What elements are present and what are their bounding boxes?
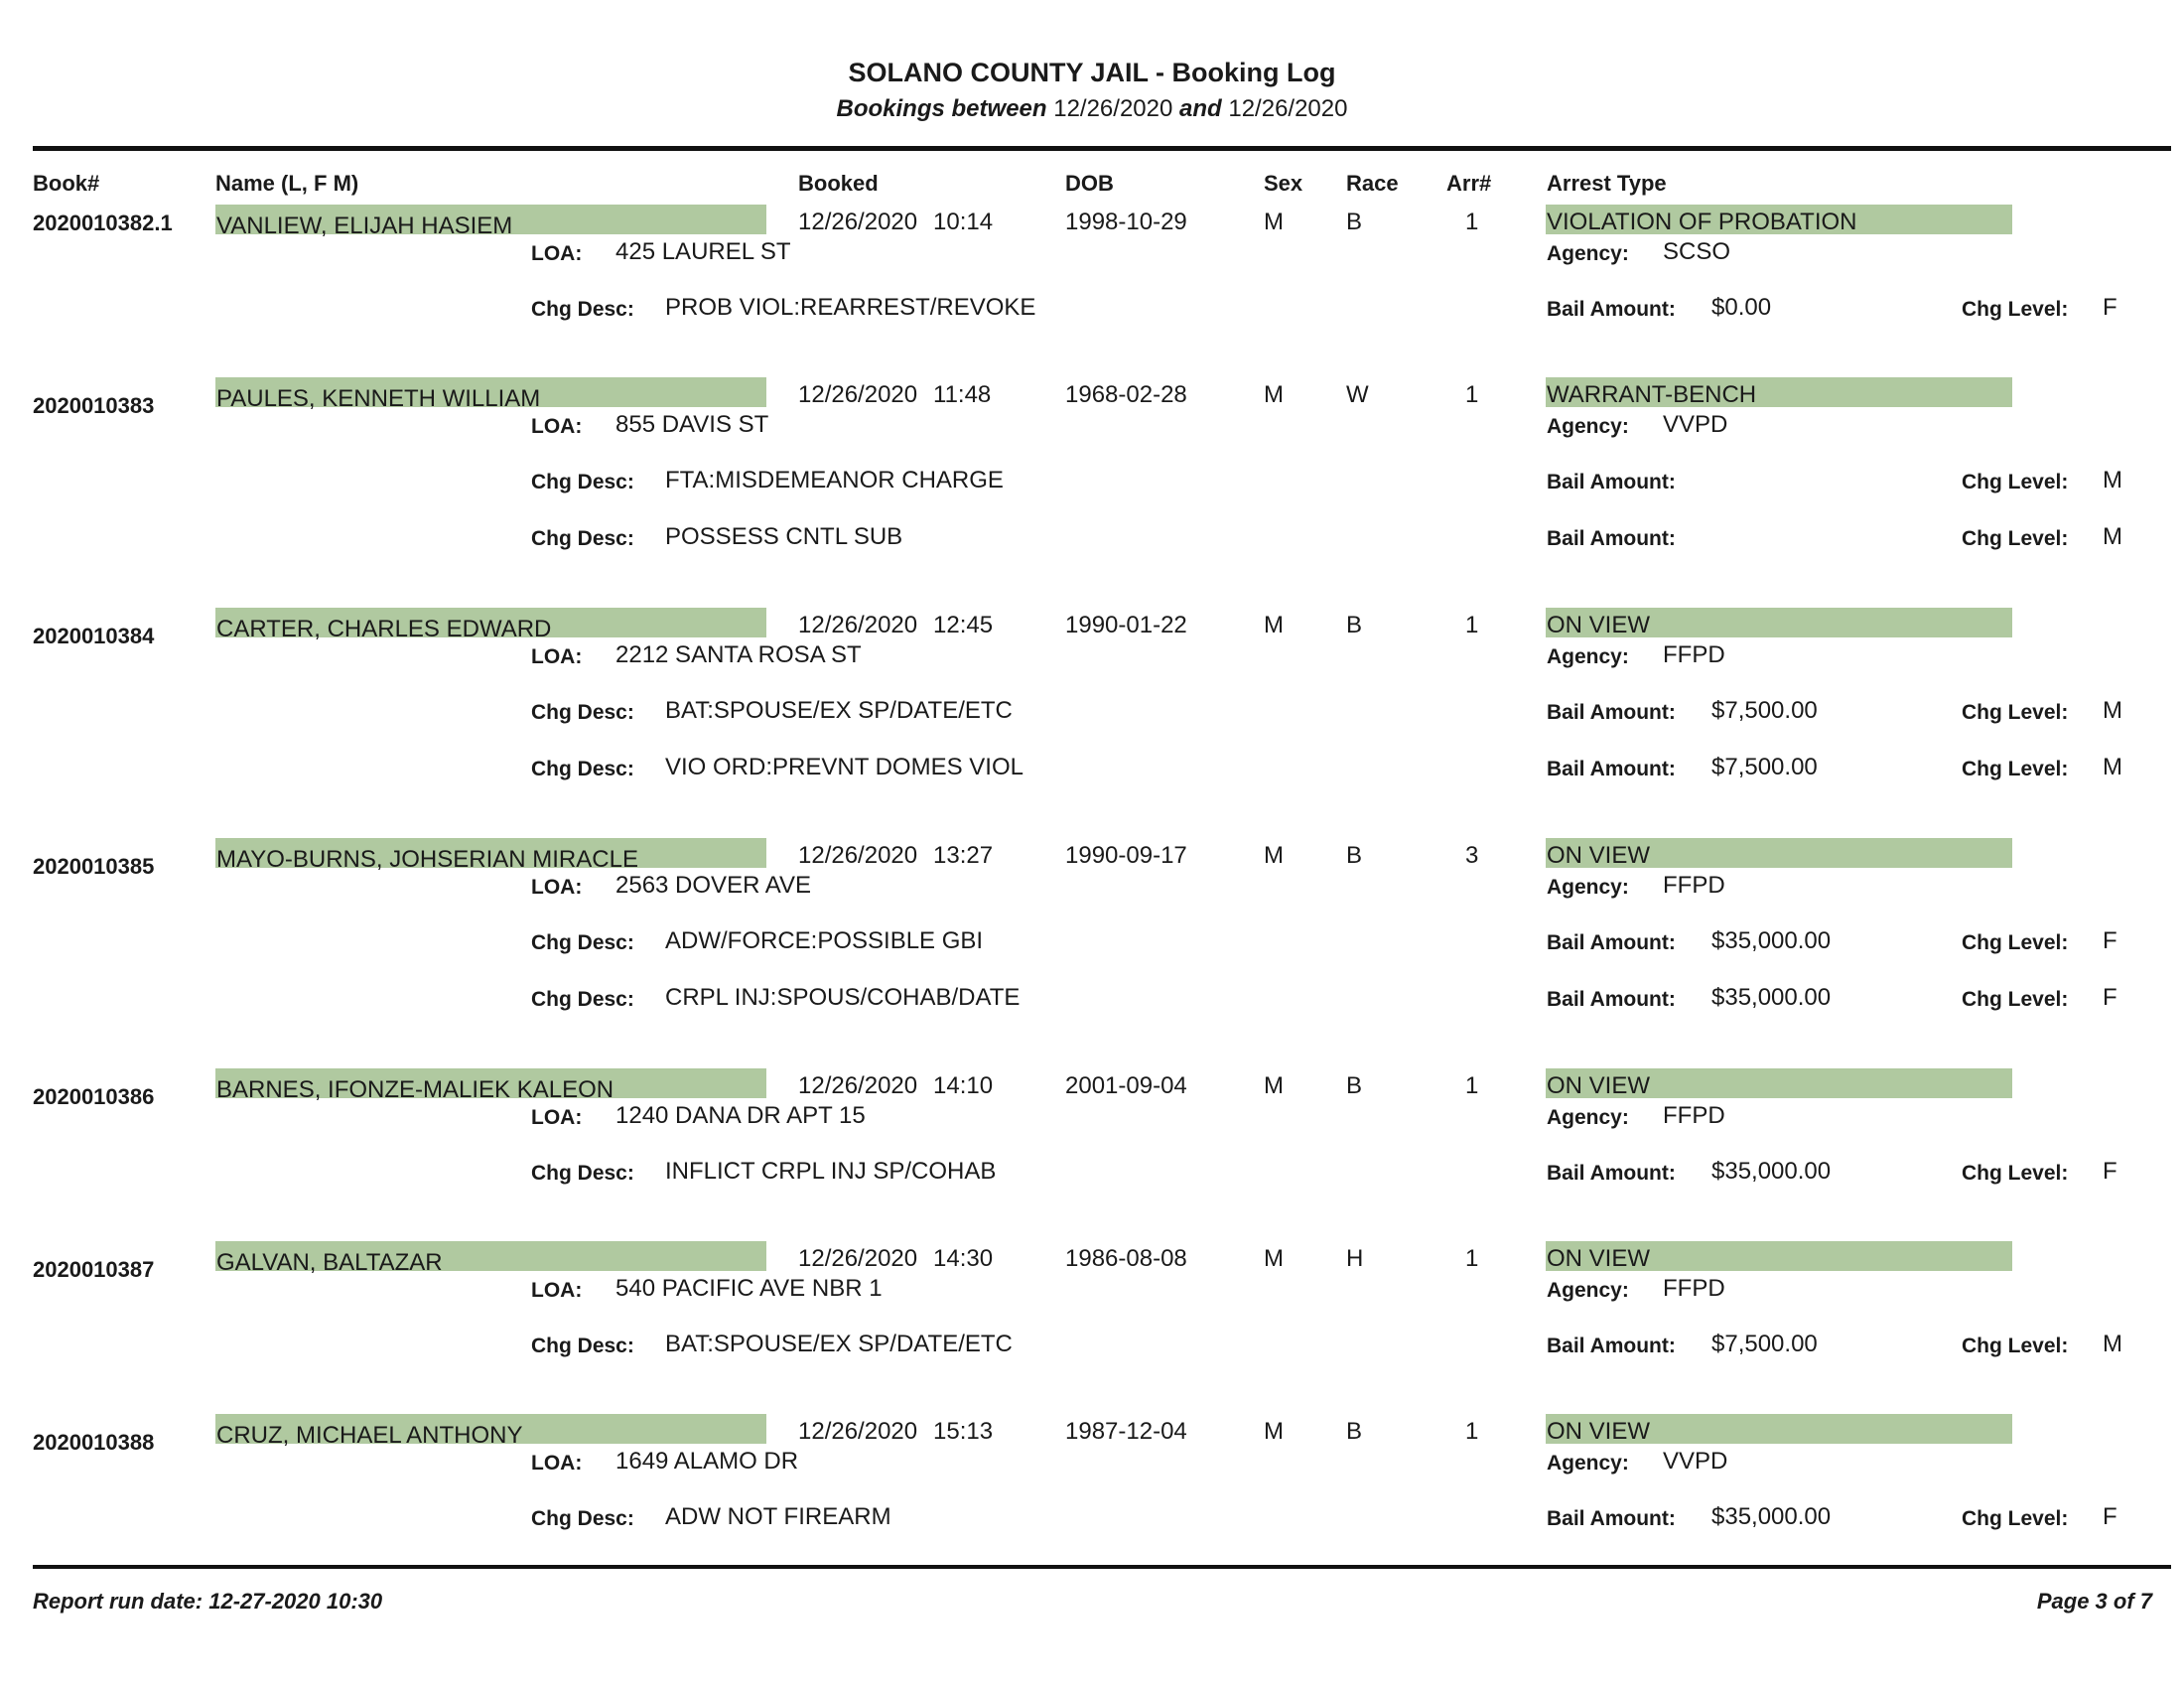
race-value: B [1346,612,1363,638]
charge-desc-label: Chg Desc: [531,471,634,493]
charge-description: FTA:MISDEMEANOR CHARGE [665,467,1004,493]
book-number: 2020010388 [33,1430,155,1455]
sex-value: M [1264,842,1284,869]
bail-amount-label: Bail Amount: [1547,298,1676,321]
loa-value: 1240 DANA DR APT 15 [615,1102,866,1129]
bail-amount-label: Bail Amount: [1547,931,1676,954]
sex-value: M [1264,1072,1284,1099]
header-arrest-type: Arrest Type [1547,171,1667,196]
agency-label: Agency: [1547,415,1629,438]
loa-value: 425 LAUREL ST [615,238,791,265]
sex-value: M [1264,209,1284,235]
booking-record [0,1241,2184,1410]
agency-label: Agency: [1547,242,1629,265]
charge-desc-label: Chg Desc: [531,701,634,724]
charge-description: PROB VIOL:REARREST/REVOKE [665,294,1036,321]
inmate-name: MAYO-BURNS, JOHSERIAN MIRACLE [216,846,638,873]
bail-amount-label: Bail Amount: [1547,471,1676,493]
date-of-birth: 2001-09-04 [1065,1072,1187,1099]
booked-date: 12/26/2020 [798,209,918,235]
booking-record [0,205,2184,373]
agency-value: FFPD [1663,872,1725,899]
arrest-type: ON VIEW [1547,1418,1651,1445]
inmate-name: CARTER, CHARLES EDWARD [216,616,552,642]
loa-label: LOA: [531,876,583,899]
arrest-count: 1 [1465,1245,1479,1272]
date-of-birth: 1986-08-08 [1065,1245,1187,1272]
charge-level-label: Chg Level: [1962,931,2069,954]
charge-desc-label: Chg Desc: [531,758,634,780]
bail-amount: $35,000.00 [1711,984,1832,1011]
loa-label: LOA: [531,1106,583,1129]
date-from: 12/26/2020 [1053,95,1173,122]
charge-desc-label: Chg Desc: [531,1162,634,1185]
bail-amount: $7,500.00 [1711,754,1818,780]
charge-level: F [2103,927,2117,954]
charge-level: F [2103,294,2117,321]
header-booked: Booked [798,171,879,196]
arrest-count: 1 [1465,209,1479,235]
charge-description: BAT:SPOUSE/EX SP/DATE/ETC [665,1331,1013,1357]
charge-desc-label: Chg Desc: [531,1335,634,1357]
loa-label: LOA: [531,415,583,438]
booked-date: 12/26/2020 [798,381,918,408]
agency-label: Agency: [1547,1106,1629,1129]
charge-level: F [2103,1158,2117,1185]
arrest-count: 1 [1465,612,1479,638]
booked-time: 14:10 [933,1072,994,1099]
arrest-type: ON VIEW [1547,842,1651,869]
race-value: B [1346,1072,1363,1099]
arrest-count: 1 [1465,381,1479,408]
bail-amount: $7,500.00 [1711,697,1818,724]
bail-amount: $35,000.00 [1711,927,1832,954]
charge-description: ADW NOT FIREARM [665,1503,891,1530]
sex-value: M [1264,381,1284,408]
header-race: Race [1346,171,1399,196]
race-value: H [1346,1245,1364,1272]
loa-value: 2212 SANTA ROSA ST [615,641,862,668]
charge-level: M [2103,697,2122,724]
charge-level-label: Chg Level: [1962,1162,2069,1185]
book-number: 2020010386 [33,1084,155,1109]
bail-amount-label: Bail Amount: [1547,1162,1676,1185]
arrest-type: WARRANT-BENCH [1547,381,1757,408]
booked-time: 11:48 [933,381,992,408]
book-number: 2020010385 [33,854,155,879]
bail-amount-label: Bail Amount: [1547,758,1676,780]
loa-value: 2563 DOVER AVE [615,872,811,899]
charge-level-label: Chg Level: [1962,988,2069,1011]
date-to: 12/26/2020 [1228,95,1348,122]
charge-level: M [2103,754,2122,780]
race-value: B [1346,842,1363,869]
inmate-name: GALVAN, BALTAZAR [216,1249,443,1276]
bail-amount: $35,000.00 [1711,1158,1832,1185]
arrest-type: ON VIEW [1547,612,1651,638]
agency-label: Agency: [1547,876,1629,899]
charge-level-label: Chg Level: [1962,1335,2069,1357]
bail-amount: $7,500.00 [1711,1331,1818,1357]
book-number: 2020010382.1 [33,211,173,235]
subtitle-prefix: Bookings between [836,95,1047,122]
charge-level-label: Chg Level: [1962,298,2069,321]
charge-desc-label: Chg Desc: [531,298,634,321]
inmate-name: CRUZ, MICHAEL ANTHONY [216,1422,523,1449]
book-number: 2020010384 [33,624,155,648]
bail-amount: $35,000.00 [1711,1503,1832,1530]
report-subtitle [0,95,2184,123]
booked-date: 12/26/2020 [798,612,918,638]
booked-time: 13:27 [933,842,994,869]
charge-level: F [2103,984,2117,1011]
loa-value: 540 PACIFIC AVE NBR 1 [615,1275,883,1302]
charge-description: BAT:SPOUSE/EX SP/DATE/ETC [665,697,1013,724]
arrest-type: ON VIEW [1547,1072,1651,1099]
arrest-count: 1 [1465,1418,1479,1445]
agency-value: FFPD [1663,1275,1725,1302]
charge-desc-label: Chg Desc: [531,1507,634,1530]
booked-time: 15:13 [933,1418,994,1445]
header-dob: DOB [1065,171,1114,196]
bail-amount-label: Bail Amount: [1547,527,1676,550]
charge-level: F [2103,1503,2117,1530]
charge-description: INFLICT CRPL INJ SP/COHAB [665,1158,997,1185]
booked-date: 12/26/2020 [798,1072,918,1099]
agency-value: FFPD [1663,641,1725,668]
arrest-type: ON VIEW [1547,1245,1651,1272]
page-number: Page 3 of 7 [2036,1589,2152,1614]
sex-value: M [1264,1245,1284,1272]
subtitle-and: and [1179,95,1222,122]
charge-desc-label: Chg Desc: [531,527,634,550]
agency-value: FFPD [1663,1102,1725,1129]
agency-label: Agency: [1547,645,1629,668]
booked-time: 12:45 [933,612,994,638]
charge-level-label: Chg Level: [1962,758,2069,780]
report-title: SOLANO COUNTY JAIL - Booking Log [848,58,1336,87]
charge-level-label: Chg Level: [1962,471,2069,493]
agency-label: Agency: [1547,1279,1629,1302]
charge-description: VIO ORD:PREVNT DOMES VIOL [665,754,1024,780]
loa-label: LOA: [531,645,583,668]
bail-amount-label: Bail Amount: [1547,1335,1676,1357]
loa-value: 1649 ALAMO DR [615,1448,799,1475]
charge-level: M [2103,523,2122,550]
charge-description: CRPL INJ:SPOUS/COHAB/DATE [665,984,1021,1011]
loa-value: 855 DAVIS ST [615,411,769,438]
charge-desc-label: Chg Desc: [531,931,634,954]
book-number: 2020010383 [33,393,155,418]
arrest-type: VIOLATION OF PROBATION [1547,209,1857,235]
inmate-name: BARNES, IFONZE-MALIEK KALEON [216,1076,614,1103]
date-of-birth: 1987-12-04 [1065,1418,1187,1445]
top-rule [33,146,2171,151]
bail-amount-label: Bail Amount: [1547,1507,1676,1530]
agency-value: VVPD [1663,411,1728,438]
charge-description: POSSESS CNTL SUB [665,523,903,550]
date-of-birth: 1998-10-29 [1065,209,1187,235]
booking-record [0,1414,2184,1583]
agency-label: Agency: [1547,1452,1629,1475]
bottom-rule [33,1565,2171,1569]
charge-level: M [2103,467,2122,493]
booked-date: 12/26/2020 [798,842,918,869]
booking-record [0,1068,2184,1237]
race-value: W [1346,381,1369,408]
date-of-birth: 1990-09-17 [1065,842,1187,869]
charge-level: M [2103,1331,2122,1357]
booked-date: 12/26/2020 [798,1418,918,1445]
arrest-count: 3 [1465,842,1479,869]
race-value: B [1346,1418,1363,1445]
header-sex: Sex [1264,171,1303,196]
bail-amount: $0.00 [1711,294,1772,321]
agency-value: VVPD [1663,1448,1728,1475]
date-of-birth: 1968-02-28 [1065,381,1187,408]
bail-amount-label: Bail Amount: [1547,988,1676,1011]
inmate-name: PAULES, KENNETH WILLIAM [216,385,541,412]
charge-level-label: Chg Level: [1962,527,2069,550]
date-of-birth: 1990-01-22 [1065,612,1187,638]
booking-record [0,377,2184,550]
loa-label: LOA: [531,1279,583,1302]
charge-desc-label: Chg Desc: [531,988,634,1011]
header-book: Book# [33,171,100,196]
inmate-name: VANLIEW, ELIJAH HASIEM [216,212,513,239]
book-number: 2020010387 [33,1257,155,1282]
sex-value: M [1264,1418,1284,1445]
booking-record [0,838,2184,1011]
charge-description: ADW/FORCE:POSSIBLE GBI [665,927,984,954]
booked-date: 12/26/2020 [798,1245,918,1272]
arrest-count: 1 [1465,1072,1479,1099]
booking-record [0,608,2184,780]
report-run-date: Report run date: 12-27-2020 10:30 [33,1589,383,1614]
header-arr: Arr# [1446,171,1492,196]
bail-amount-label: Bail Amount: [1547,701,1676,724]
booked-time: 10:14 [933,209,994,235]
booked-time: 14:30 [933,1245,994,1272]
sex-value: M [1264,612,1284,638]
agency-value: SCSO [1663,238,1731,265]
race-value: B [1346,209,1363,235]
loa-label: LOA: [531,242,583,265]
header-name: Name (L, F M) [215,171,359,196]
charge-level-label: Chg Level: [1962,701,2069,724]
charge-level-label: Chg Level: [1962,1507,2069,1530]
loa-label: LOA: [531,1452,583,1475]
